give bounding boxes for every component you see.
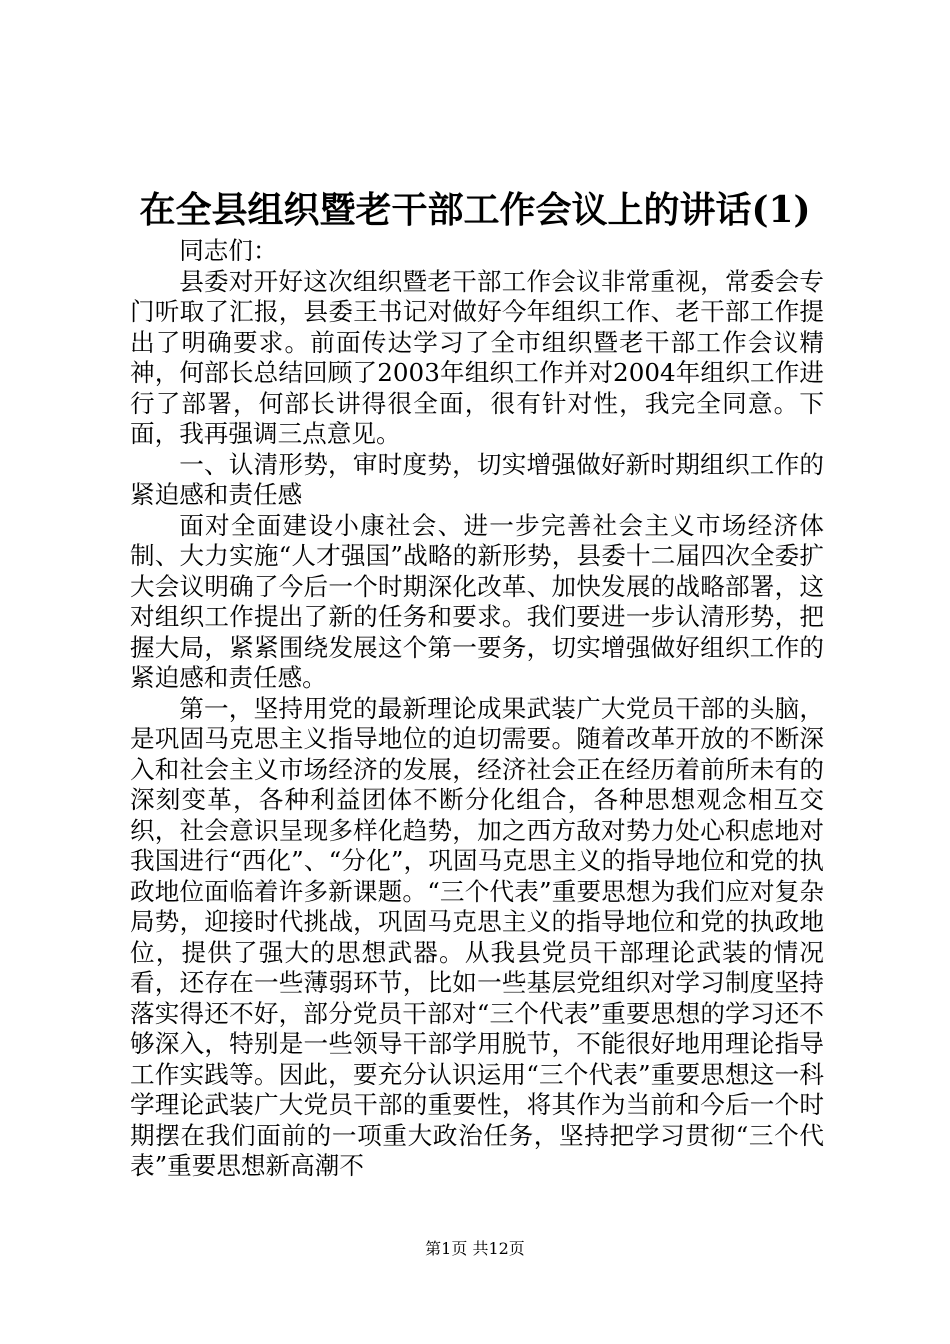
salutation: 同志们： xyxy=(179,236,278,265)
paragraph-situation: 面对全面建设小康社会、进一步完善社会主义市场经济体制、大力实施“人才强国”战略的新形势，县委十二届四次全委扩大会议明确了今后一个时期深化改革、加快发展的战略部署，这对组织工作提出了新的任务和要求。我们要进一步认清形势，把握大局，紧紧围绕发展这个第一要务，切实增强做好组织工作的紧迫感和责任感。 xyxy=(130,510,824,692)
section-heading: 一、认清形势，审时度势，切实增强做好新时期组织工作的紧迫感和责任感 xyxy=(130,449,824,509)
paragraph-first-point: 第一，坚持用党的最新理论成果武装广大党员干部的头脑，是巩固马克思主义指导地位的迫切需要。随着改革开放的不断深入和社会主义市场经济的发展，经济社会正在经历着前所未有的深刻变革，各种利益团体不断分化组合，各种思想观念相互交织，社会意识呈现多样化趋势，加之西方敌对势力处心积虑地对我国进行“西化”、“分化”，巩固马克思主义的指导地位和党的执政地位面临着许多新课题。“三个代表”重要思想为我们应对复杂局势，迎接时代挑战，巩固马克思主义的指导地位和党的执政地位，提供了强大的思想武器。从我县党员干部理论武装的情况看，还存在一些薄弱环节，比如一些基层党组织对学习制度坚持落实得还不好，部分党员干部对“三个代表”重要思想的学习还不够深入，特别是一些领导干部学用脱节，不能很好地用理论指导工作实践等。因此，要充分认识运用“三个代表”重要思想这一科学理论武装广大党员干部的重要性，将其作为当前和今后一个时期摆在我们面前的一项重大政治任务，坚持把学习贯彻“三个代表”重要思想新高潮不 xyxy=(130,693,824,1180)
page-footer: 第1页 共12页 xyxy=(425,1239,525,1258)
paragraph-intro: 县委对开好这次组织暨老干部工作会议非常重视，常委会专门听取了汇报，县委王书记对做好今年组织工作、老干部工作提出了明确要求。前面传达学习了全市组织暨老干部工作会议精神，何部长总结回顾了2003年组织工作并对2004年组织工作进行了部署，何部长讲得很全面，很有针对性，我完全同意。下面，我再强调三点意见。 xyxy=(130,266,824,448)
document-title: 在全县组织暨老干部工作会议上的讲话(1) xyxy=(139,189,811,231)
document-body xyxy=(130,236,824,1182)
